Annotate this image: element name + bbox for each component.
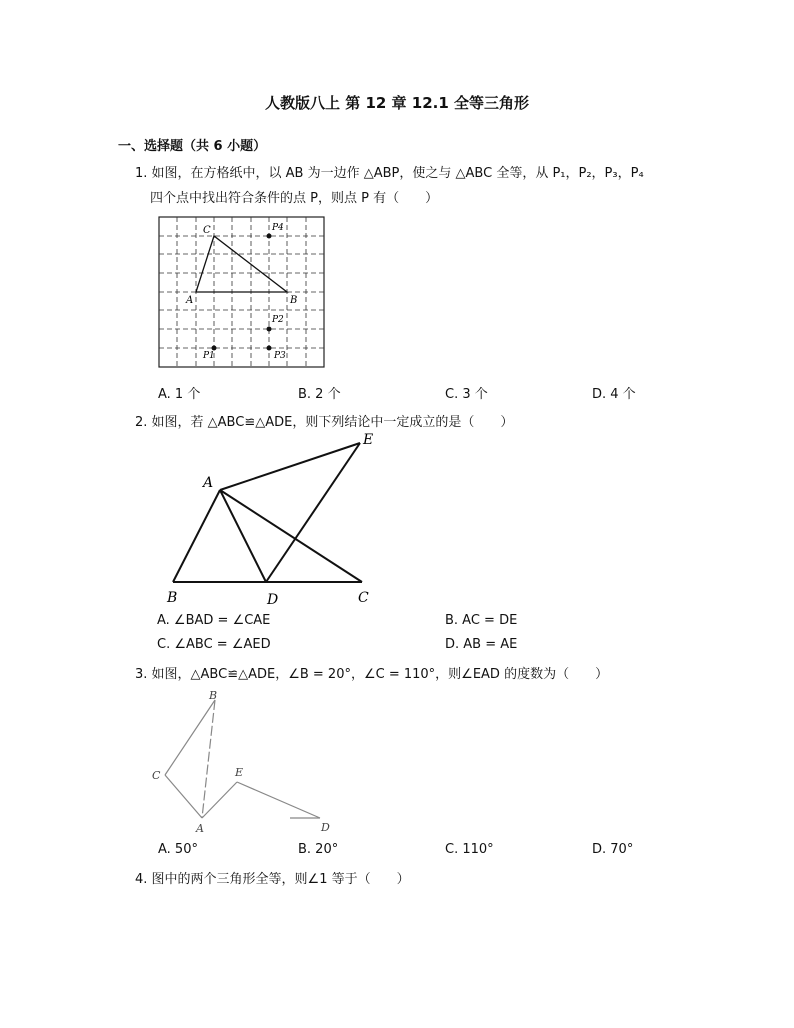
q2-option-c[interactable]: C. ∠ABC = ∠AED	[157, 637, 271, 652]
question-1-line-2: 四个点中找出符合条件的点 P，则点 P 有（ ）	[150, 191, 439, 206]
question-1-grid-figure	[150, 212, 335, 372]
label-a: A	[203, 475, 214, 491]
question-3-text: 3. 如图，△ABC≌△ADE，∠B = 20°，∠C = 110°，则∠EAD 的度数为（ ）	[135, 667, 609, 682]
question-2-figure	[160, 430, 390, 610]
q2-option-d[interactable]: D. AB = AE	[445, 637, 518, 652]
point-p3	[267, 346, 272, 351]
question-1-line-1: 1. 如图，在方格纸中，以 AB 为一边作 △ABP，使之与 △ABC 全等，从 P₁，P₂，P₃，P₄	[135, 166, 644, 181]
q1-option-b[interactable]: B. 2 个	[298, 387, 341, 402]
point-p2	[267, 327, 272, 332]
label-c: C	[358, 590, 369, 606]
label-b: B	[290, 295, 298, 306]
label-a: A	[186, 295, 194, 306]
page-title: 人教版八上 第 12 章 12.1 全等三角形	[265, 94, 529, 112]
label-c: C	[203, 225, 211, 236]
label-p1: P1	[203, 351, 215, 361]
section-heading: 一、选择题（共 6 小题）	[118, 139, 267, 154]
q3-option-b[interactable]: B. 20°	[298, 842, 339, 857]
label-e: E	[363, 432, 374, 448]
label-e: E	[235, 766, 244, 779]
q3-option-c[interactable]: C. 110°	[445, 842, 494, 857]
q2-option-b[interactable]: B. AC = DE	[445, 613, 518, 628]
q2-option-a[interactable]: A. ∠BAD = ∠CAE	[157, 613, 271, 628]
q1-option-c[interactable]: C. 3 个	[445, 387, 488, 402]
q3-option-d[interactable]: D. 70°	[592, 842, 634, 857]
label-d: D	[267, 592, 279, 608]
label-b: B	[209, 689, 218, 702]
label-b: B	[167, 590, 178, 606]
label-c: C	[152, 769, 161, 782]
q1-option-d[interactable]: D. 4 个	[592, 387, 636, 402]
point-p1	[212, 346, 217, 351]
question-2-text: 2. 如图，若 △ABC≌△ADE，则下列结论中一定成立的是（ ）	[135, 415, 514, 430]
label-d: D	[321, 821, 330, 834]
point-p4	[267, 234, 272, 239]
question-4-text: 4. 图中的两个三角形全等，则∠1 等于（ ）	[135, 872, 410, 887]
triangle-abc	[196, 236, 287, 292]
label-p3: P3	[274, 351, 286, 361]
label-p4: P4	[272, 223, 284, 233]
question-3-figure	[145, 688, 345, 838]
label-p2: P2	[272, 315, 284, 325]
q1-option-a[interactable]: A. 1 个	[158, 387, 201, 402]
label-a: A	[196, 822, 204, 835]
q3-option-a[interactable]: A. 50°	[158, 842, 198, 857]
